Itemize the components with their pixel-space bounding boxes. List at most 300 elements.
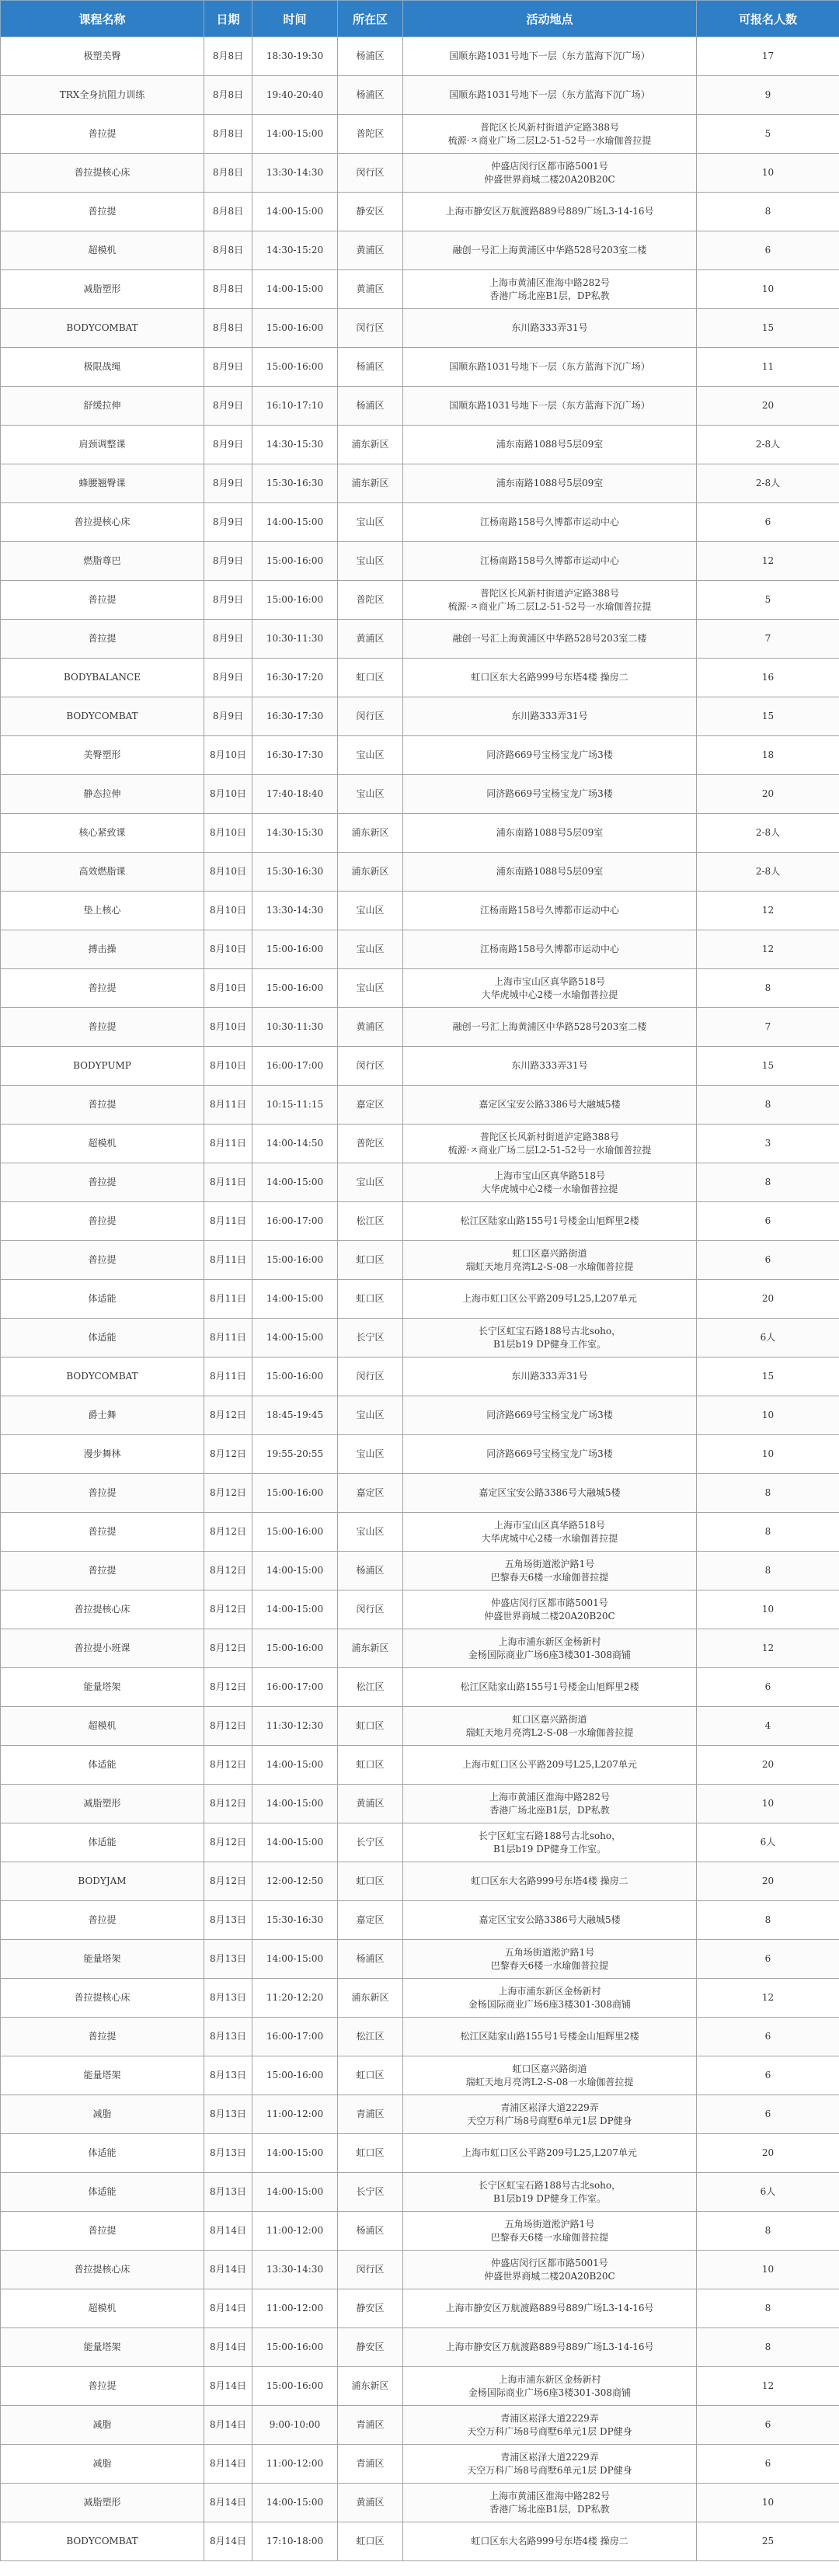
- district-cell: 闵行区: [338, 1047, 403, 1086]
- capacity-cell: 6: [697, 503, 839, 542]
- location-line: 瑞虹天地月亮湾L2-S-08一水瑜伽普拉提: [465, 1726, 634, 1738]
- capacity-cell: 8: [697, 1163, 839, 1202]
- district-cell: 黄浦区: [338, 620, 403, 659]
- date-cell: 8月12日: [204, 1707, 252, 1746]
- header-time: 时间: [252, 1, 338, 37]
- capacity-cell: 16: [697, 659, 839, 697]
- capacity-cell: 20: [697, 1280, 839, 1319]
- time-cell: 16:30-17:30: [252, 736, 338, 775]
- capacity-cell: 7: [697, 620, 839, 659]
- location-line: 嘉定区宝安公路3386号大融城5楼: [479, 1914, 621, 1925]
- table-row: [1, 2173, 839, 2212]
- location-line: 东川路333弄31号: [511, 711, 588, 721]
- date-cell: 8月14日: [204, 2251, 252, 2289]
- location-line: 天空万科广场8号商墅6单元1层 DP健身: [467, 2425, 632, 2437]
- capacity-cell: 6: [697, 2056, 839, 2095]
- date-cell: 8月12日: [204, 1823, 252, 1862]
- date-cell: 8月12日: [204, 1396, 252, 1435]
- location-cell: [403, 1319, 697, 1358]
- table-row: [1, 2212, 839, 2251]
- time-cell: 15:30-16:30: [252, 1901, 338, 1940]
- table-row: [1, 1163, 839, 1202]
- district-cell: 杨浦区: [338, 37, 403, 76]
- location-line: 上海市黄浦区淮海中路282号: [489, 1791, 610, 1803]
- time-cell: 17:10-18:00: [252, 2522, 338, 2561]
- location-line: 长宁区虹宝石路188号古北soho，: [478, 2179, 621, 2191]
- table-row: [1, 1901, 839, 1940]
- date-cell: 8月12日: [204, 1435, 252, 1474]
- capacity-cell: 8: [697, 2289, 839, 2328]
- district-cell: 长宁区: [338, 2173, 403, 2212]
- capacity-cell: 9: [697, 76, 839, 115]
- district-cell: 静安区: [338, 2289, 403, 2328]
- district-cell: 宝山区: [338, 930, 403, 969]
- location-line: 上海市黄浦区淮海中路282号: [489, 2490, 610, 2501]
- table-row: [1, 2522, 839, 2561]
- date-cell: 8月11日: [204, 1319, 252, 1358]
- district-cell: 黄浦区: [338, 1785, 403, 1823]
- location-line: B1层b19 DP健身工作室。: [493, 1843, 606, 1855]
- time-cell: 17:40-18:40: [252, 775, 338, 814]
- date-cell: 8月12日: [204, 1785, 252, 1823]
- capacity-cell: 8: [697, 2328, 839, 2367]
- time-cell: 11:00-12:00: [252, 2212, 338, 2251]
- location-line: 江杨南路158号久博都市运动中心: [480, 555, 619, 566]
- course-name-cell: 减脂: [1, 2095, 204, 2134]
- location-cell: [403, 1125, 697, 1163]
- date-cell: 8月8日: [204, 154, 252, 193]
- location-line: 虹口区东大名路999号东塔4楼 操房二: [471, 672, 628, 683]
- time-cell: 15:00-16:00: [252, 1629, 338, 1668]
- time-cell: 14:00-15:00: [252, 503, 338, 542]
- capacity-cell: 12: [697, 542, 839, 581]
- district-cell: 长宁区: [338, 1823, 403, 1862]
- location-line: 仲盛店闵行区都市路5001号: [491, 2257, 608, 2268]
- course-name-cell: 舒缓拉伸: [1, 387, 204, 426]
- course-name-cell: 普拉提核心床: [1, 2251, 204, 2289]
- location-cell: [403, 154, 697, 193]
- time-cell: 13:30-14:30: [252, 892, 338, 930]
- capacity-cell: 6: [697, 231, 839, 270]
- time-cell: 13:30-14:30: [252, 154, 338, 193]
- district-cell: 杨浦区: [338, 76, 403, 115]
- time-cell: 15:00-16:00: [252, 2328, 338, 2367]
- time-cell: 15:00-16:00: [252, 1358, 338, 1396]
- district-cell: 宝山区: [338, 969, 403, 1008]
- course-name-cell: BODYBALANCE: [1, 659, 204, 697]
- table-body: [1, 37, 839, 2561]
- table-row: [1, 659, 839, 697]
- location-line: 金杨国际商业广场6座3楼301-308商铺: [468, 1649, 632, 1660]
- location-line: 国顺东路1031号地下一层（东方蓝海下沉广场）: [449, 361, 650, 372]
- date-cell: 8月9日: [204, 426, 252, 464]
- time-cell: 10:15-11:15: [252, 1086, 338, 1125]
- course-name-cell: 普拉提: [1, 1552, 204, 1590]
- location-line: 仲盛店闵行区都市路5001号: [491, 160, 608, 172]
- capacity-cell: 6: [697, 2406, 839, 2445]
- date-cell: 8月13日: [204, 2056, 252, 2095]
- course-name-cell: 减脂塑形: [1, 2484, 204, 2522]
- location-line: 梳源·ㅈ商业广场二层L2-51-52号一水瑜伽普拉提: [447, 134, 652, 146]
- location-line: 江杨南路158号久博都市运动中心: [480, 905, 619, 916]
- time-cell: 11:30-12:30: [252, 1707, 338, 1746]
- location-line: 大华虎城中心2楼一水瑜伽普拉提: [481, 989, 618, 1000]
- table-row: [1, 542, 839, 581]
- course-name-cell: 普拉提核心床: [1, 1979, 204, 2018]
- location-cell: [403, 2095, 697, 2134]
- course-name-cell: 能量塔架: [1, 1940, 204, 1979]
- date-cell: 8月11日: [204, 1280, 252, 1319]
- location-cell: [403, 1474, 697, 1513]
- course-name-cell: 普拉提: [1, 2367, 204, 2406]
- time-cell: 19:55-20:55: [252, 1435, 338, 1474]
- capacity-cell: 20: [697, 1862, 839, 1901]
- location-cell: [403, 2134, 697, 2173]
- table-row: [1, 1008, 839, 1047]
- location-line: 金杨国际商业广场6座3楼301-308商铺: [468, 1998, 632, 2010]
- course-name-cell: 普拉提: [1, 2018, 204, 2056]
- time-cell: 16:00-17:00: [252, 2018, 338, 2056]
- table-row: [1, 1435, 839, 1474]
- location-line: 嘉定区宝安公路3386号大融城5楼: [479, 1487, 621, 1498]
- location-cell: [403, 969, 697, 1008]
- location-cell: [403, 231, 697, 270]
- location-line: 上海市黄浦区淮海中路282号: [489, 276, 610, 288]
- course-name-cell: 体适能: [1, 1746, 204, 1785]
- district-cell: 闵行区: [338, 1358, 403, 1396]
- date-cell: 8月8日: [204, 309, 252, 348]
- location-line: 上海市静安区万航渡路889号889广场L3-14-16号: [445, 2303, 654, 2314]
- location-line: 同济路669号宝杨宝龙广场3楼: [486, 749, 613, 760]
- time-cell: 16:10-17:10: [252, 387, 338, 426]
- district-cell: 青浦区: [338, 2406, 403, 2445]
- location-cell: [403, 309, 697, 348]
- capacity-cell: 20: [697, 1746, 839, 1785]
- course-name-cell: 静态拉伸: [1, 775, 204, 814]
- district-cell: 虹口区: [338, 1241, 403, 1280]
- course-name-cell: 蜂腰翘臀课: [1, 464, 204, 503]
- date-cell: 8月8日: [204, 115, 252, 154]
- capacity-cell: 6人: [697, 2173, 839, 2212]
- location-line: 香港广场北座B1层，DP私教: [489, 290, 610, 301]
- header-date: 日期: [204, 1, 252, 37]
- date-cell: 8月9日: [204, 348, 252, 387]
- district-cell: 虹口区: [338, 2134, 403, 2173]
- district-cell: 嘉定区: [338, 1474, 403, 1513]
- location-line: 上海市虹口区公平路209号L25,L207单元: [462, 2147, 637, 2158]
- course-name-cell: 普拉提: [1, 1202, 204, 1241]
- course-name-cell: 普拉提: [1, 1086, 204, 1125]
- location-line: 仲盛店闵行区都市路5001号: [491, 1597, 608, 1608]
- capacity-cell: 10: [697, 1435, 839, 1474]
- location-line: 仲盛世界商城二楼20A20B20C: [484, 173, 615, 185]
- district-cell: 青浦区: [338, 2445, 403, 2484]
- time-cell: 15:30-16:30: [252, 464, 338, 503]
- location-line: 国顺东路1031号地下一层（东方蓝海下沉广场）: [449, 89, 650, 100]
- time-cell: 15:00-16:00: [252, 969, 338, 1008]
- date-cell: 8月9日: [204, 387, 252, 426]
- time-cell: 11:00-12:00: [252, 2095, 338, 2134]
- district-cell: 浦东新区: [338, 814, 403, 853]
- district-cell: 宝山区: [338, 1163, 403, 1202]
- date-cell: 8月12日: [204, 1513, 252, 1552]
- date-cell: 8月12日: [204, 1474, 252, 1513]
- date-cell: 8月10日: [204, 736, 252, 775]
- table-row: [1, 464, 839, 503]
- location-cell: [403, 76, 697, 115]
- table-row: [1, 2134, 839, 2173]
- date-cell: 8月13日: [204, 1940, 252, 1979]
- district-cell: 普陀区: [338, 115, 403, 154]
- course-name-cell: 普拉提: [1, 1241, 204, 1280]
- location-line: 浦东南路1088号5层09室: [496, 478, 604, 488]
- table-row: [1, 1629, 839, 1668]
- course-name-cell: 普拉提: [1, 193, 204, 231]
- course-name-cell: 普拉提: [1, 1163, 204, 1202]
- date-cell: 8月12日: [204, 1552, 252, 1590]
- date-cell: 8月11日: [204, 1358, 252, 1396]
- district-cell: 虹口区: [338, 1746, 403, 1785]
- date-cell: 8月11日: [204, 1241, 252, 1280]
- table-row: [1, 814, 839, 853]
- time-cell: 11:20-12:20: [252, 1979, 338, 2018]
- table-row: [1, 1474, 839, 1513]
- capacity-cell: 6: [697, 1940, 839, 1979]
- course-name-cell: 超模机: [1, 2289, 204, 2328]
- district-cell: 闵行区: [338, 2251, 403, 2289]
- course-name-cell: 肩颈调整课: [1, 426, 204, 464]
- capacity-cell: 10: [697, 2251, 839, 2289]
- location-line: 青浦区崧泽大道2229弄: [500, 2451, 599, 2463]
- district-cell: 宝山区: [338, 503, 403, 542]
- course-name-cell: 漫步舞林: [1, 1435, 204, 1474]
- district-cell: 杨浦区: [338, 2212, 403, 2251]
- table-row: [1, 1319, 839, 1358]
- course-name-cell: 体适能: [1, 1319, 204, 1358]
- location-cell: [403, 1241, 697, 1280]
- date-cell: 8月12日: [204, 1746, 252, 1785]
- table-row: [1, 1202, 839, 1241]
- date-cell: 8月11日: [204, 1163, 252, 1202]
- time-cell: 11:00-12:00: [252, 2289, 338, 2328]
- location-line: 梳源·ㅈ商业广场二层L2-51-52号一水瑜伽普拉提: [447, 1144, 652, 1156]
- date-cell: 8月9日: [204, 542, 252, 581]
- capacity-cell: 5: [697, 581, 839, 620]
- district-cell: 浦东新区: [338, 1629, 403, 1668]
- time-cell: 18:30-19:30: [252, 37, 338, 76]
- location-cell: [403, 1552, 697, 1590]
- table-row: [1, 581, 839, 620]
- capacity-cell: 8: [697, 1086, 839, 1125]
- location-cell: [403, 1280, 697, 1319]
- location-cell: [403, 930, 697, 969]
- location-line: 上海市静安区万航渡路889号889广场L3-14-16号: [445, 2341, 654, 2352]
- district-cell: 黄浦区: [338, 270, 403, 309]
- location-line: 巴黎春天6楼一水瑜伽普拉提: [490, 2231, 609, 2243]
- time-cell: 14:00-15:00: [252, 2173, 338, 2212]
- location-line: 梳源·ㅈ商业广场二层L2-51-52号一水瑜伽普拉提: [447, 600, 652, 612]
- capacity-cell: 12: [697, 1629, 839, 1668]
- location-cell: [403, 2445, 697, 2484]
- capacity-cell: 11: [697, 348, 839, 387]
- table-row: [1, 270, 839, 309]
- district-cell: 虹口区: [338, 2522, 403, 2561]
- date-cell: 8月8日: [204, 270, 252, 309]
- district-cell: 宝山区: [338, 542, 403, 581]
- table-row: [1, 154, 839, 193]
- district-cell: 杨浦区: [338, 1552, 403, 1590]
- time-cell: 14:00-15:00: [252, 1823, 338, 1862]
- course-name-cell: 普拉提: [1, 1008, 204, 1047]
- district-cell: 宝山区: [338, 1513, 403, 1552]
- time-cell: 19:40-20:40: [252, 76, 338, 115]
- capacity-cell: 15: [697, 697, 839, 736]
- location-line: 上海市宝山区真华路518号: [494, 1170, 605, 1181]
- location-cell: [403, 2328, 697, 2367]
- time-cell: 10:30-11:30: [252, 620, 338, 659]
- header-district: 所在区: [338, 1, 403, 37]
- location-line: 浦东南路1088号5层09室: [496, 827, 604, 838]
- date-cell: 8月14日: [204, 2367, 252, 2406]
- location-cell: [403, 1008, 697, 1047]
- table-row: [1, 853, 839, 892]
- location-cell: [403, 115, 697, 154]
- district-cell: 浦东新区: [338, 464, 403, 503]
- location-line: 巴黎春天6楼一水瑜伽普拉提: [490, 1571, 609, 1583]
- capacity-cell: 6: [697, 2018, 839, 2056]
- capacity-cell: 6人: [697, 1823, 839, 1862]
- table-row: [1, 1940, 839, 1979]
- capacity-cell: 17: [697, 37, 839, 76]
- table-row: [1, 387, 839, 426]
- course-name-cell: 爵士舞: [1, 1396, 204, 1435]
- time-cell: 16:00-17:00: [252, 1668, 338, 1707]
- time-cell: 14:00-14:50: [252, 1125, 338, 1163]
- district-cell: 静安区: [338, 2328, 403, 2367]
- time-cell: 14:00-15:00: [252, 193, 338, 231]
- location-line: 东川路333弄31号: [511, 1060, 588, 1071]
- table-row: [1, 1823, 839, 1862]
- course-name-cell: 能量塔架: [1, 2328, 204, 2367]
- time-cell: 12:00-12:50: [252, 1862, 338, 1901]
- course-name-cell: BODYCOMBAT: [1, 309, 204, 348]
- location-cell: [403, 1668, 697, 1707]
- course-name-cell: 体适能: [1, 1280, 204, 1319]
- district-cell: 宝山区: [338, 892, 403, 930]
- location-line: 东川路333弄31号: [511, 1371, 588, 1382]
- course-name-cell: BODYCOMBAT: [1, 2522, 204, 2561]
- date-cell: 8月10日: [204, 814, 252, 853]
- time-cell: 11:00-12:00: [252, 2445, 338, 2484]
- location-line: 普陀区长风新村街道泸定路388号: [480, 1131, 619, 1142]
- capacity-cell: 10: [697, 270, 839, 309]
- district-cell: 宝山区: [338, 736, 403, 775]
- location-line: 上海市虹口区公平路209号L25,L207单元: [462, 1759, 637, 1770]
- location-line: 仲盛世界商城二楼20A20B20C: [484, 1610, 615, 1622]
- district-cell: 松江区: [338, 1668, 403, 1707]
- location-line: 上海市宝山区真华路518号: [494, 975, 605, 987]
- table-row: [1, 1086, 839, 1125]
- time-cell: 14:30-15:30: [252, 426, 338, 464]
- time-cell: 10:30-11:30: [252, 1008, 338, 1047]
- location-line: 融创一号汇上海黄浦区中华路528号203室二楼: [452, 633, 647, 644]
- district-cell: 浦东新区: [338, 853, 403, 892]
- location-line: 大华虎城中心2楼一水瑜伽普拉提: [481, 1532, 618, 1544]
- course-name-cell: 普拉提核心床: [1, 154, 204, 193]
- table-row: [1, 1746, 839, 1785]
- course-name-cell: 高效燃脂课: [1, 853, 204, 892]
- capacity-cell: 25: [697, 2522, 839, 2561]
- time-cell: 14:00-15:00: [252, 1746, 338, 1785]
- location-cell: [403, 2251, 697, 2289]
- time-cell: 14:30-15:30: [252, 814, 338, 853]
- district-cell: 普陀区: [338, 1125, 403, 1163]
- location-cell: [403, 37, 697, 76]
- course-name-cell: 美臀塑形: [1, 736, 204, 775]
- capacity-cell: 8: [697, 2212, 839, 2251]
- location-line: 松江区陆家山路155号1号楼金山旭辉里2楼: [460, 1215, 639, 1226]
- district-cell: 静安区: [338, 193, 403, 231]
- time-cell: 9:00-10:00: [252, 2406, 338, 2445]
- location-line: 普陀区长风新村街道泸定路388号: [480, 121, 619, 133]
- location-line: 同济路669号宝杨宝龙广场3楼: [486, 788, 613, 799]
- location-line: B1层b19 DP健身工作室。: [493, 2192, 606, 2204]
- course-name-cell: BODYJAM: [1, 1862, 204, 1901]
- course-name-cell: 核心紧致课: [1, 814, 204, 853]
- time-cell: 13:30-14:30: [252, 2251, 338, 2289]
- location-line: 东川路333弄31号: [511, 322, 588, 333]
- time-cell: 14:00-15:00: [252, 1785, 338, 1823]
- capacity-cell: 6人: [697, 1319, 839, 1358]
- location-cell: [403, 1707, 697, 1746]
- table-row: [1, 1280, 839, 1319]
- table-row: [1, 426, 839, 464]
- location-line: B1层b19 DP健身工作室。: [493, 1338, 606, 1350]
- district-cell: 浦东新区: [338, 2367, 403, 2406]
- time-cell: 15:00-16:00: [252, 581, 338, 620]
- header-location: 活动地点: [403, 1, 697, 37]
- table-row: [1, 930, 839, 969]
- location-cell: [403, 2289, 697, 2328]
- location-cell: [403, 853, 697, 892]
- course-name-cell: 超模机: [1, 1707, 204, 1746]
- table-row: [1, 231, 839, 270]
- location-cell: [403, 1202, 697, 1241]
- course-name-cell: 减脂: [1, 2406, 204, 2445]
- location-line: 金杨国际商业广场6座3楼301-308商铺: [468, 2387, 632, 2398]
- date-cell: 8月14日: [204, 2406, 252, 2445]
- date-cell: 8月10日: [204, 930, 252, 969]
- date-cell: 8月10日: [204, 775, 252, 814]
- table-row: [1, 1668, 839, 1707]
- table-row: [1, 1785, 839, 1823]
- table-row: [1, 309, 839, 348]
- district-cell: 松江区: [338, 2018, 403, 2056]
- date-cell: 8月14日: [204, 2328, 252, 2367]
- capacity-cell: 3: [697, 1125, 839, 1163]
- course-name-cell: 体适能: [1, 2173, 204, 2212]
- course-name-cell: 体适能: [1, 2134, 204, 2173]
- capacity-cell: 8: [697, 1474, 839, 1513]
- location-line: 上海市浦东新区金杨新村: [498, 1636, 601, 1647]
- course-name-cell: TRX全身抗阻力训练: [1, 76, 204, 115]
- district-cell: 青浦区: [338, 2095, 403, 2134]
- location-cell: [403, 542, 697, 581]
- capacity-cell: 2-8人: [697, 464, 839, 503]
- capacity-cell: 15: [697, 1358, 839, 1396]
- capacity-cell: 5: [697, 115, 839, 154]
- course-name-cell: 极限战绳: [1, 348, 204, 387]
